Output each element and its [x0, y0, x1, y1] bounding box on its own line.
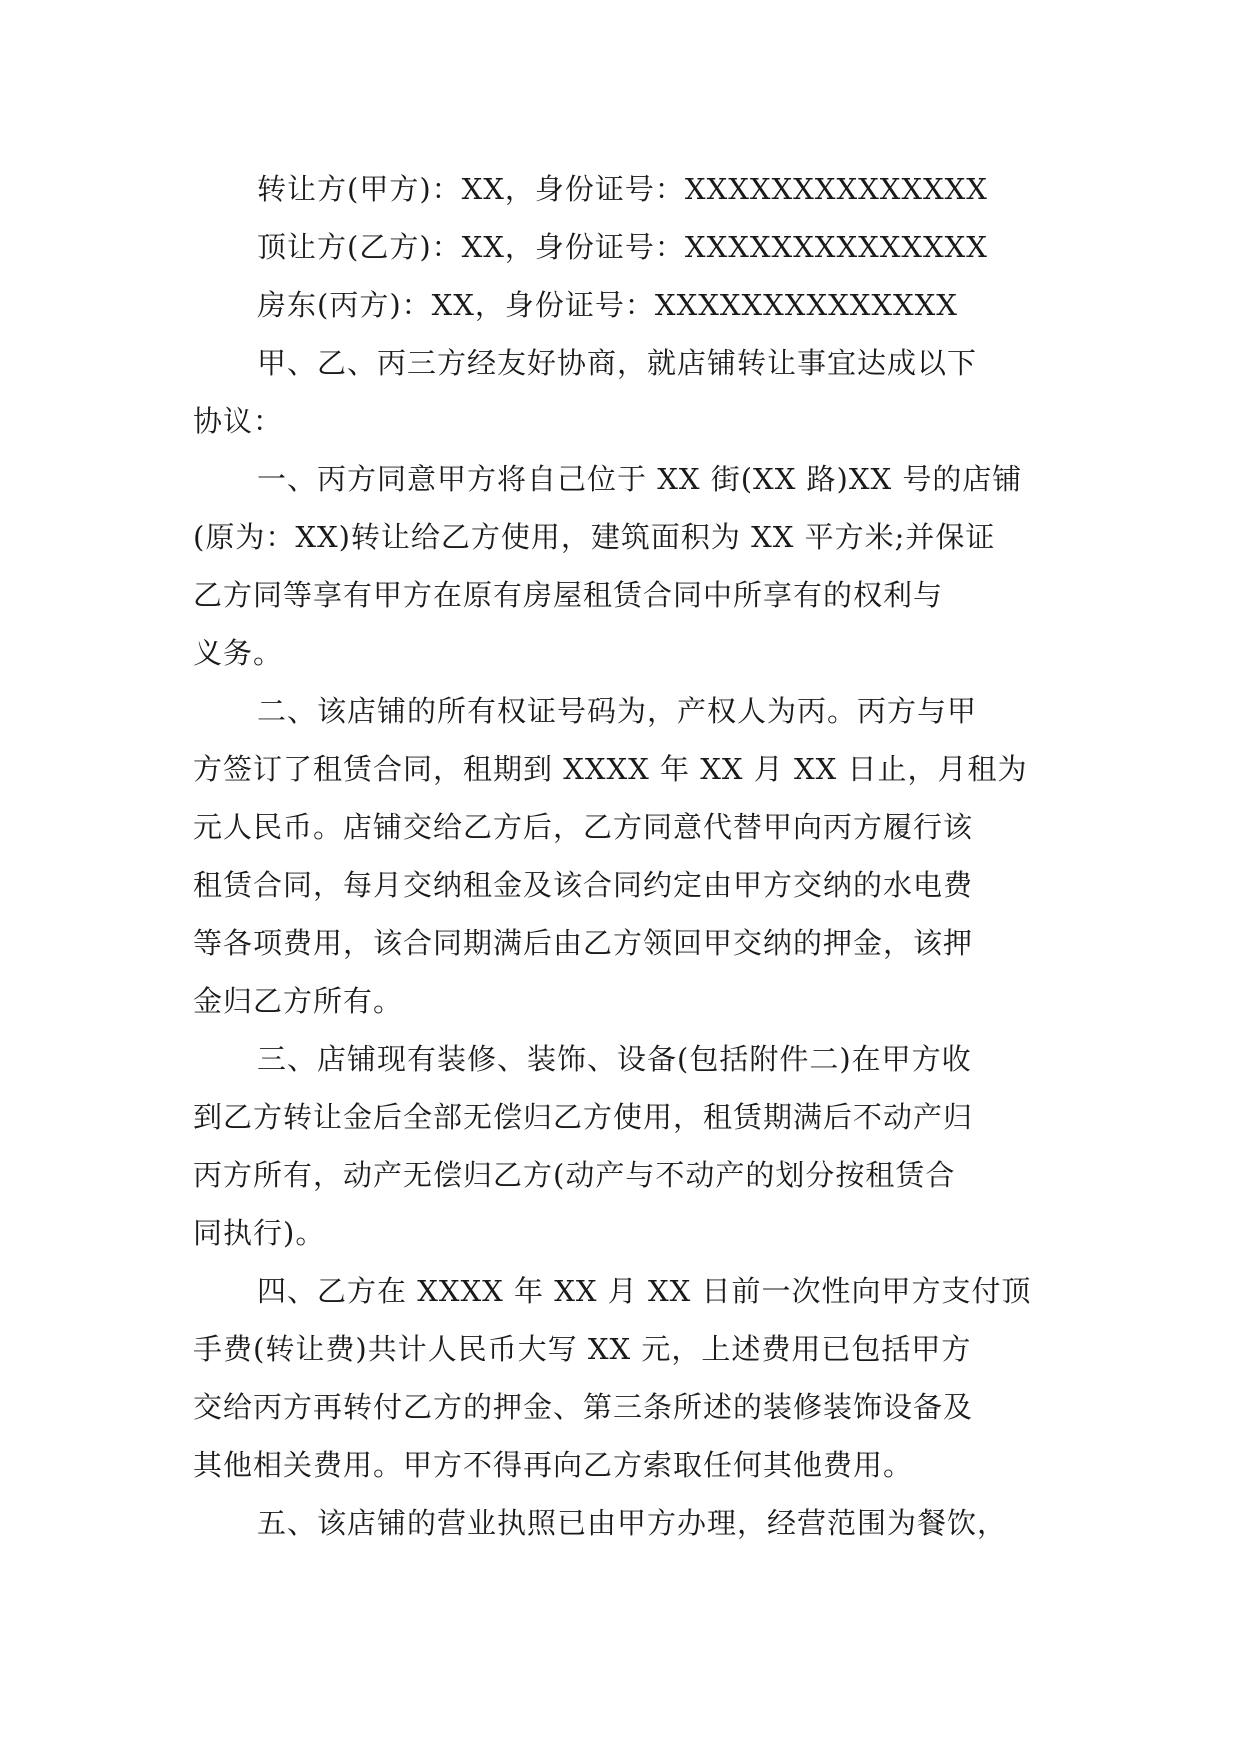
text-line: 其他相关费用。甲方不得再向乙方索取任何其他费用。 [193, 1448, 914, 1482]
text-line: 转让方(甲方)：XX，身份证号：XXXXXXXXXXXXXX [257, 172, 988, 206]
text-line: 金归乙方所有。 [193, 984, 404, 1018]
text-line: (原为：XX)转让给乙方使用，建筑面积为 XX 平方米;并保证 [193, 520, 996, 554]
text-line: 丙方所有，动产无偿归乙方(动产与不动产的划分按租赁合 [193, 1158, 956, 1192]
text-line: 交给丙方再转付乙方的押金、第三条所述的装修装饰设备及 [193, 1390, 974, 1424]
text-line: 三、店铺现有装修、装饰、设备(包括附件二)在甲方收 [257, 1042, 972, 1076]
text-line: 四、乙方在 XXXX 年 XX 月 XX 日前一次性向甲方支付顶 [257, 1274, 1032, 1308]
text-line: 租赁合同，每月交纳租金及该合同约定由甲方交纳的水电费 [193, 868, 974, 902]
text-line: 元人民币。店铺交给乙方后，乙方同意代替甲向丙方履行该 [193, 810, 974, 844]
text-line: 顶让方(乙方)：XX，身份证号：XXXXXXXXXXXXXX [257, 230, 988, 264]
text-line: 到乙方转让金后全部无偿归乙方使用，租赁期满后不动产归 [193, 1100, 974, 1134]
text-line: 同执行)。 [193, 1216, 326, 1250]
text-line: 一、丙方同意甲方将自己位于 XX 街(XX 路)XX 号的店铺 [257, 462, 1023, 496]
document-body [193, 160, 1055, 1552]
text-line: 协议： [193, 404, 284, 438]
text-line: 房东(丙方)：XX，身份证号：XXXXXXXXXXXXXX [257, 288, 958, 322]
text-line: 方签订了租赁合同，租期到 XXXX 年 XX 月 XX 日止，月租为 [193, 752, 1028, 786]
text-line: 义务。 [193, 636, 284, 670]
text-line: 二、该店铺的所有权证号码为，产权人为丙。丙方与甲 [257, 694, 978, 728]
text-line: 乙方同等享有甲方在原有房屋租赁合同中所享有的权利与 [193, 578, 944, 612]
text-line: 五、该店铺的营业执照已由甲方办理，经营范围为餐饮， [257, 1506, 1008, 1540]
text-line: 甲、乙、丙三方经友好协商，就店铺转让事宜达成以下 [257, 346, 978, 380]
text-line: 手费(转让费)共计人民币大写 XX 元，上述费用已包括甲方 [193, 1332, 972, 1366]
text-line: 等各项费用，该合同期满后由乙方领回甲交纳的押金，该押 [193, 926, 974, 960]
